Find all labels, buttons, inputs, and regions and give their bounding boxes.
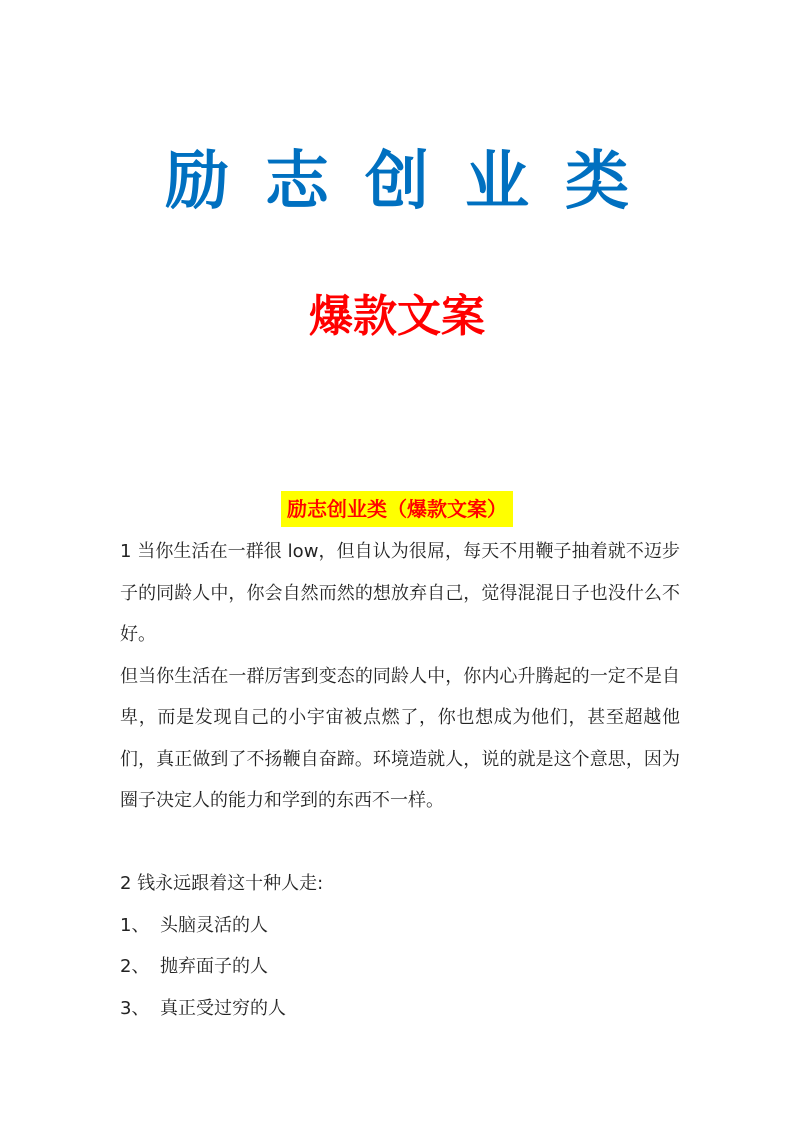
paragraph-3: 2 钱永远跟着这十种人走: [120,873,324,894]
list-item [120,988,680,1030]
list-item [120,946,680,988]
blank-line [120,822,680,864]
list-item-text: 抛弃面子的人 [160,956,268,977]
section-heading-container [0,491,794,527]
paragraph-2: 但当你生活在一群厉害到变态的同龄人中，你内心升腾起的一定不是自卑，而是发现自己的小宇宙被点燃了，你也想成为他们，甚至超越他们，真正做到了不扬鞭自奋蹄。环境造就人，说的就是这个意思，因为圈子决定人的能力和学到的东西不一样。 [120,665,680,811]
sub-title: 爆款文案 [309,291,485,342]
list-item-number: 1、 [120,914,150,936]
list-item-text: 真正受过穷的人 [160,997,286,1019]
list-item [120,905,680,947]
list-item-text: 头脑灵活的人 [160,914,268,936]
main-title: 励志创业类 [165,145,665,219]
paragraph-1: 1 当你生活在一群很 low，但自认为很屌，每天不用鞭子抽着就不迈步子的同龄人中，你会自然而然的想放弃自己，觉得混混日子也没什么不好。 [120,541,680,645]
list-item-number: 3、 [120,997,150,1019]
list-item-number: 2、 [120,956,150,977]
section-heading: 励志创业类（爆款文案） [281,491,513,527]
document-body [120,531,680,1029]
